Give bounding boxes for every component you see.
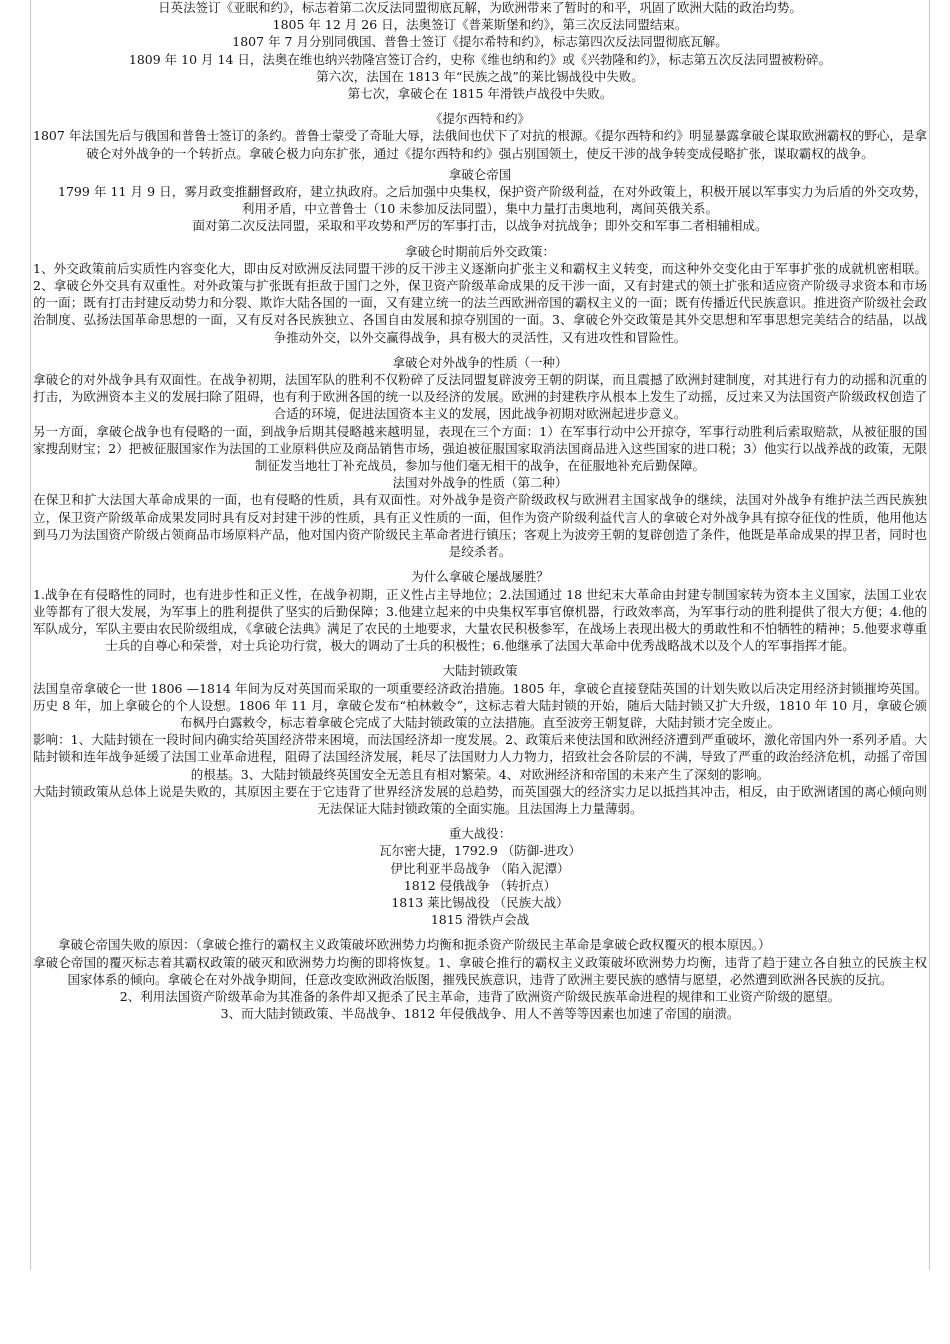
tilsit-body: 1807 年法国先后与俄国和普鲁士签订的条约。普鲁士蒙受了奇耻大辱，法俄间也伏下了对抗的根源。《提尔西特和约》明显暴露拿破仑谋取欧洲霸权的野心，是拿破仑对外战争的一个转折点。拿破仑极力向东扩张，通过《提尔西特和约》强占别国领土，使反干涉的战争转变成侵略扩张，谋取霸权的战争。: [33, 128, 927, 161]
text-line: 1805 年 12 月 26 日，法奥签订《普莱斯堡和约》，第三次反法同盟结束。: [272, 17, 688, 33]
battle-item: 伊比利亚半岛战争 （陷入泥潭）: [390, 860, 570, 876]
section-title-tilsit: 《提尔西特和约》: [429, 111, 530, 127]
section-title-war-nature-1: 拿破仑对外战争的性质（一种）: [392, 354, 568, 370]
document-page: [30, 0, 930, 1270]
failure-body-3: 3、而大陆封锁政策、半岛战争、1812 年侵俄战争、用人不善等等因素也加速了帝国的崩溃。: [220, 1006, 740, 1022]
battle-item: 瓦尔密大捷，1792.9 （防御-进攻）: [379, 843, 581, 859]
war-nature-1-body-2: 另一方面，拿破仑战争也有侵略的一面，到战争后期其侵略越来越明显，表现在三个方面：1）在军事行动中公开掠夺，军事行动胜利后索取赔款，从被征服的国家搜刮财宝；2）把被征服国家作为法国的工业原料供应及商品销售市场，强迫被征服国家取消法国商品进入这些国家的进口税；3）他实行以战养战的政策，无限制征发当地壮丁补充战员，参加与他们毫无相干的战争，在征服地补充后勤保障。: [33, 423, 927, 474]
section-title-diplomacy: 拿破仑时期前后外交政策：: [404, 243, 555, 259]
battle-item: 1813 莱比锡战役 （民族大战）: [391, 894, 569, 910]
victory-body: 1.战争在有侵略性的同时，也有进步性和正义性，在战争初期，正义性占主导地位；2.法国通过 18 世纪末大革命由封建专制国家转为资本主义国家，法国工业农业等都有了很大发展，为军事上的胜利提供了坚实的后勤保障；3.他建立起来的中央集权军事官僚机器，行政效率高，为军事行动的胜利提供了很大方便；4.他的军队成分，军队主要由农民阶级组成，《拿破仑法典》满足了农民的土地要求，大量农民积极参军，在战场上表现出极大的勇敢性和不怕牺牲的精神；5.他要求尊重士兵的自尊心和荣誉，对士兵论功行赏，极大的调动了士兵的积极性；6.他继承了法国大革命中优秀战略战术以及个人的军事指挥才能。: [33, 586, 927, 654]
blockade-impact: 影响：1、大陆封锁在一段时间内确实给英国经济带来困境，而法国经济却一度发展。2、政策后来使法国和欧洲经济遭到严重破坏，激化帝国内外一系列矛盾。大陆封锁和连年战争延缓了法国工业革命进程，阻碍了法国经济发展，耗尽了法国财力人力物力，招致社会各阶层的不满，导致了严重的政治经济危机，动摇了帝国的根基。3、大陆封锁最终英国安全无恙且有相对繁荣。4、对欧洲经济和帝国的未来产生了深刻的影响。: [33, 732, 927, 782]
section-title-blockade: 大陆封锁政策: [442, 663, 518, 679]
failure-body-2: 2、利用法国资产阶级革命为其准备的条件却又扼杀了民主革命，违背了欧洲资产阶级民族革命进程的规律和工业资产阶级的愿望。: [119, 988, 841, 1004]
text-line: 第六次，法国在 1813 年“民族之战”的莱比锡战役中失败。: [316, 68, 644, 84]
war-nature-2-body: 在保卫和扩大法国大革命成果的一面，也有侵略的性质，具有双面性。对外战争是资产阶级政权与欧洲君主国家战争的继续，法国对外战争有维护法兰西民族独立，保卫资产阶级革命成果发同时具有反对封建干涉的性质，具有正义性质的一面，但作为资产阶级利益代言人的拿破仑对外战争具有掠夺征伐的性质，他用他达到马刀为法国资产阶级占领商品市场原料产品，他对国内资产阶级民主革命者进行镇压；客观上为波旁王朝的复辟创造了条件，他既是革命成果的捍卫者，同时也是绞杀者。: [33, 492, 927, 560]
section-title-war-nature-2: 法国对外战争的性质（第二种）: [392, 475, 568, 491]
text-line: 1809 年 10 月 14 日，法奥在维也纳兴勃隆宫签订合约，史称《维也纳和约》或《兴勃隆和约》，标志第五次反法同盟被粉碎。: [128, 51, 832, 67]
section-title-battles: 重大战役：: [448, 826, 512, 842]
battle-item: 1812 侵俄战争 （转折点）: [403, 877, 557, 893]
failure-body: 拿破仑帝国的覆灭标志着其霸权政策的破灭和欧洲势力均衡的即将恢复。1、拿破仑推行的霸权主义政策破坏欧洲势力均衡，违背了趋于建立各自独立的民族主权国家体系的倾向。拿破仑在对外战争期间，任意改变欧洲政治版图，摧残民族意识，违背了欧洲主要民族的感情与愿望，必然遭到欧洲各民族的反抗。: [33, 954, 927, 987]
diplomacy-body: 1、外交政策前后实质性内容变化大，即由反对欧洲反法同盟干涉的反干涉主义逐渐向扩张主义和霸权主义转变，而这种外交变化由于军事扩张的成就机密相联。2、拿破仑外交具有双重性。对外政策与扩张既有拒敌于国门之外，保卫资产阶级革命成果的反干涉一面，又有封建式的领土扩张和适应资产阶级寻求资本和市场的一面；既有打击封建反动势力和分裂、欺诈大陆各国的一面，又有建立统一的法兰西欧洲帝国的霸权主义的一面；既有传播近代民族意识。推进资产阶级社会政治制度、弘扬法国革命思想的一面，又有反对各民族独立、各国自由发展和掠夺别国的一面。3、拿破仑外交政策是其外交思想和军事思想完美结合的结晶，以战争推动外交，以外交赢得战争，具有极大的灵活性，又有进攻性和冒险性。: [33, 260, 927, 345]
text-line: 日英法签订《亚眠和约》，标志着第二次反法同盟彻底瓦解，为欧洲带来了暂时的和平，巩固了欧洲大陆的政治均势。: [158, 0, 802, 15]
text-line: 1807 年 7 月分别同俄国、普鲁士签订《提尔希特和约》，标志第四次反法同盟彻底瓦解。: [232, 34, 728, 50]
blockade-body: 法国皇帝拿破仑一世 1806 —1814 年间为反对英国而采取的一项重要经济政治措施。1805 年，拿破仑直接登陆英国的计划失败以后决定用经济封锁摧垮英国。历史 8 年，加上拿破仑的个人设想。1806 年 11 月，拿破仑发布“柏林敕令”，这标志着大陆封锁的开始，随后大陆封锁又扩大升级，1810 年 10 月，拿破仑颁布枫丹白露敕令，标志着拿破仑完成了大陆封锁政策的立法措施。直至波旁王朝复辟，大陆封锁才完全废止。: [33, 680, 927, 730]
failure-lead: 拿破仑帝国失败的原因：（拿破仑推行的霸权主义政策破坏欧洲势力均衡和扼杀资产阶级民主革命是拿破仑政权覆灭的根本原因。）: [58, 937, 771, 953]
blockade-conclusion: 大陆封锁政策从总体上说是失败的，其原因主要在于它违背了世界经济发展的总趋势，而英国强大的经济实力足以抵挡其冲击，相反，由于欧洲诸国的离心倾向则无法保证大陆封锁政策的全面实施。且法国海上力量薄弱。: [33, 783, 927, 816]
empire-body-2: 面对第二次反法同盟，采取和平攻势和严厉的军事打击，以战争对抗战争；即外交和军事二者相辅相成。: [192, 218, 768, 234]
text-line: 第七次，拿破仑在 1815 年滑铁卢战役中失败。: [347, 86, 613, 102]
war-nature-1-body: 拿破仑的对外战争具有双面性。在战争初期，法国军队的胜利不仅粉碎了反法同盟复辟波旁王朝的阴谋，而且震撼了欧洲封建制度，对其进行有力的动摇和沉重的打击，为欧洲资本主义的发展扫除了阻碍，也有利于欧洲各国的统一以及经济的发展。欧洲的封建秩序从根本上发生了动摇，反过来又为法国资产阶级政权创造了合适的环境，促进法国资本主义的发展，因此战争初期对欧洲起进步意义。: [33, 372, 927, 422]
empire-body: 1799 年 11 月 9 日，雾月政变推翻督政府，建立执政府。之后加强中央集权，保护资产阶级利益，在对外政策上，积极开展以军事实力为后盾的外交攻势，利用矛盾，中立普鲁士（10 未参加反法同盟），集中力量打击奥地利，离间英俄关系。: [58, 184, 927, 217]
section-title-empire: 拿破仑帝国: [448, 166, 512, 182]
battle-item: 1815 滑铁卢会战: [430, 912, 530, 928]
section-title-victory: 为什么拿破仑屡战屡胜？: [411, 569, 549, 585]
